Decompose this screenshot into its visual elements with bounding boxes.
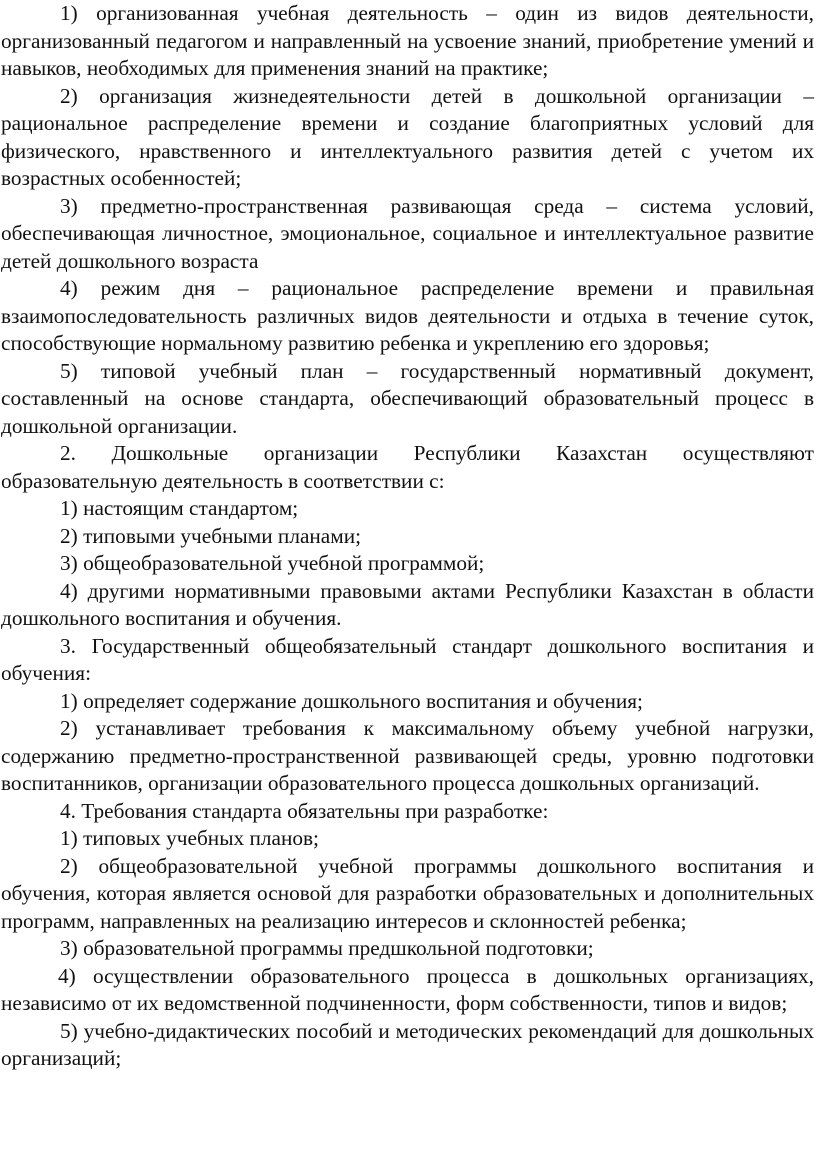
section-3-item-2: 2) устанавливает требования к максимальному объему учебной нагрузки, содержанию предметно-пространственной развивающей среды, уровню подготовки воспитанников, организации образовательного процесса дошкольных организаций. bbox=[1, 716, 814, 795]
definition-item-2: 2) организация жизнедеятельности детей в дошкольной организации – рациональное распределение времени и создание благоприятных условий для физического, нравственного и интеллектуального развития детей с учетом их возрастных особенностей; bbox=[1, 83, 814, 190]
definition-item-1: 1) организованная учебная деятельность – один из видов деятельности, организованный педагогом и направленный на усвоение знаний, приобретение умений и навыков, необходимых для применения знаний на практике; bbox=[1, 1, 814, 80]
section-2-item-4: 4) другими нормативными правовыми актами Республики Казахстан в области дошкольного воспитания и обучения. bbox=[1, 578, 814, 630]
definition-item-4: 4) режим дня – рациональное распределение времени и правильная взаимопоследовательность различных видов деятельности и отдыха в течение суток, способствующие нормальному развитию ребенка и укреплению его здоровья; bbox=[1, 276, 814, 355]
section-3-heading: 3. Государственный общеобязательный стандарт дошкольного воспитания и обучения: bbox=[1, 633, 814, 685]
section-4-item-1: 1) типовых учебных планов; bbox=[60, 826, 319, 850]
section-2-item-2: 2) типовыми учебными планами; bbox=[60, 523, 362, 548]
section-4-item-2: 2) общеобразовательной учебной программы дошкольного воспитания и обучения, которая является основой для разработки образовательных и дополнительных программ, направленных на реализацию интересов и склонностей ребенка; bbox=[1, 853, 814, 933]
section-2-item-1: 1) настоящим стандартом; bbox=[60, 496, 299, 520]
section-4-item-4: 4) осуществлении образовательного процесса в дошкольных организациях, независимо от их ведомственной подчиненности, форм собственности, типов и видов; bbox=[1, 963, 814, 1015]
definition-item-3: 3) предметно-пространственная развивающая среда – система условий, обеспечивающая личностное, эмоциональное, социальное и интеллектуальное развитие детей дошкольного возраста bbox=[1, 193, 814, 273]
definition-item-5: 5) типовой учебный план – государственный нормативный документ, составленный на основе стандарта, обеспечивающий образовательный процесс в дошкольной организации. bbox=[1, 358, 814, 438]
section-4-heading: 4. Требования стандарта обязательны при разработке: bbox=[60, 798, 549, 823]
section-4-item-5: 5) учебно-дидактических пособий и методических рекомендаций для дошкольных организаций; bbox=[1, 1018, 814, 1070]
section-4-item-3: 3) образовательной программы предшкольной подготовки; bbox=[60, 936, 594, 960]
section-2-item-3: 3) общеобразовательной учебной программой; bbox=[60, 551, 485, 575]
section-2-heading: 2. Дошкольные организации Республики Казахстан осуществляют образовательную деятельность в соответствии с: bbox=[1, 441, 814, 493]
section-3-item-1: 1) определяет содержание дошкольного воспитания и обучения; bbox=[60, 688, 643, 713]
